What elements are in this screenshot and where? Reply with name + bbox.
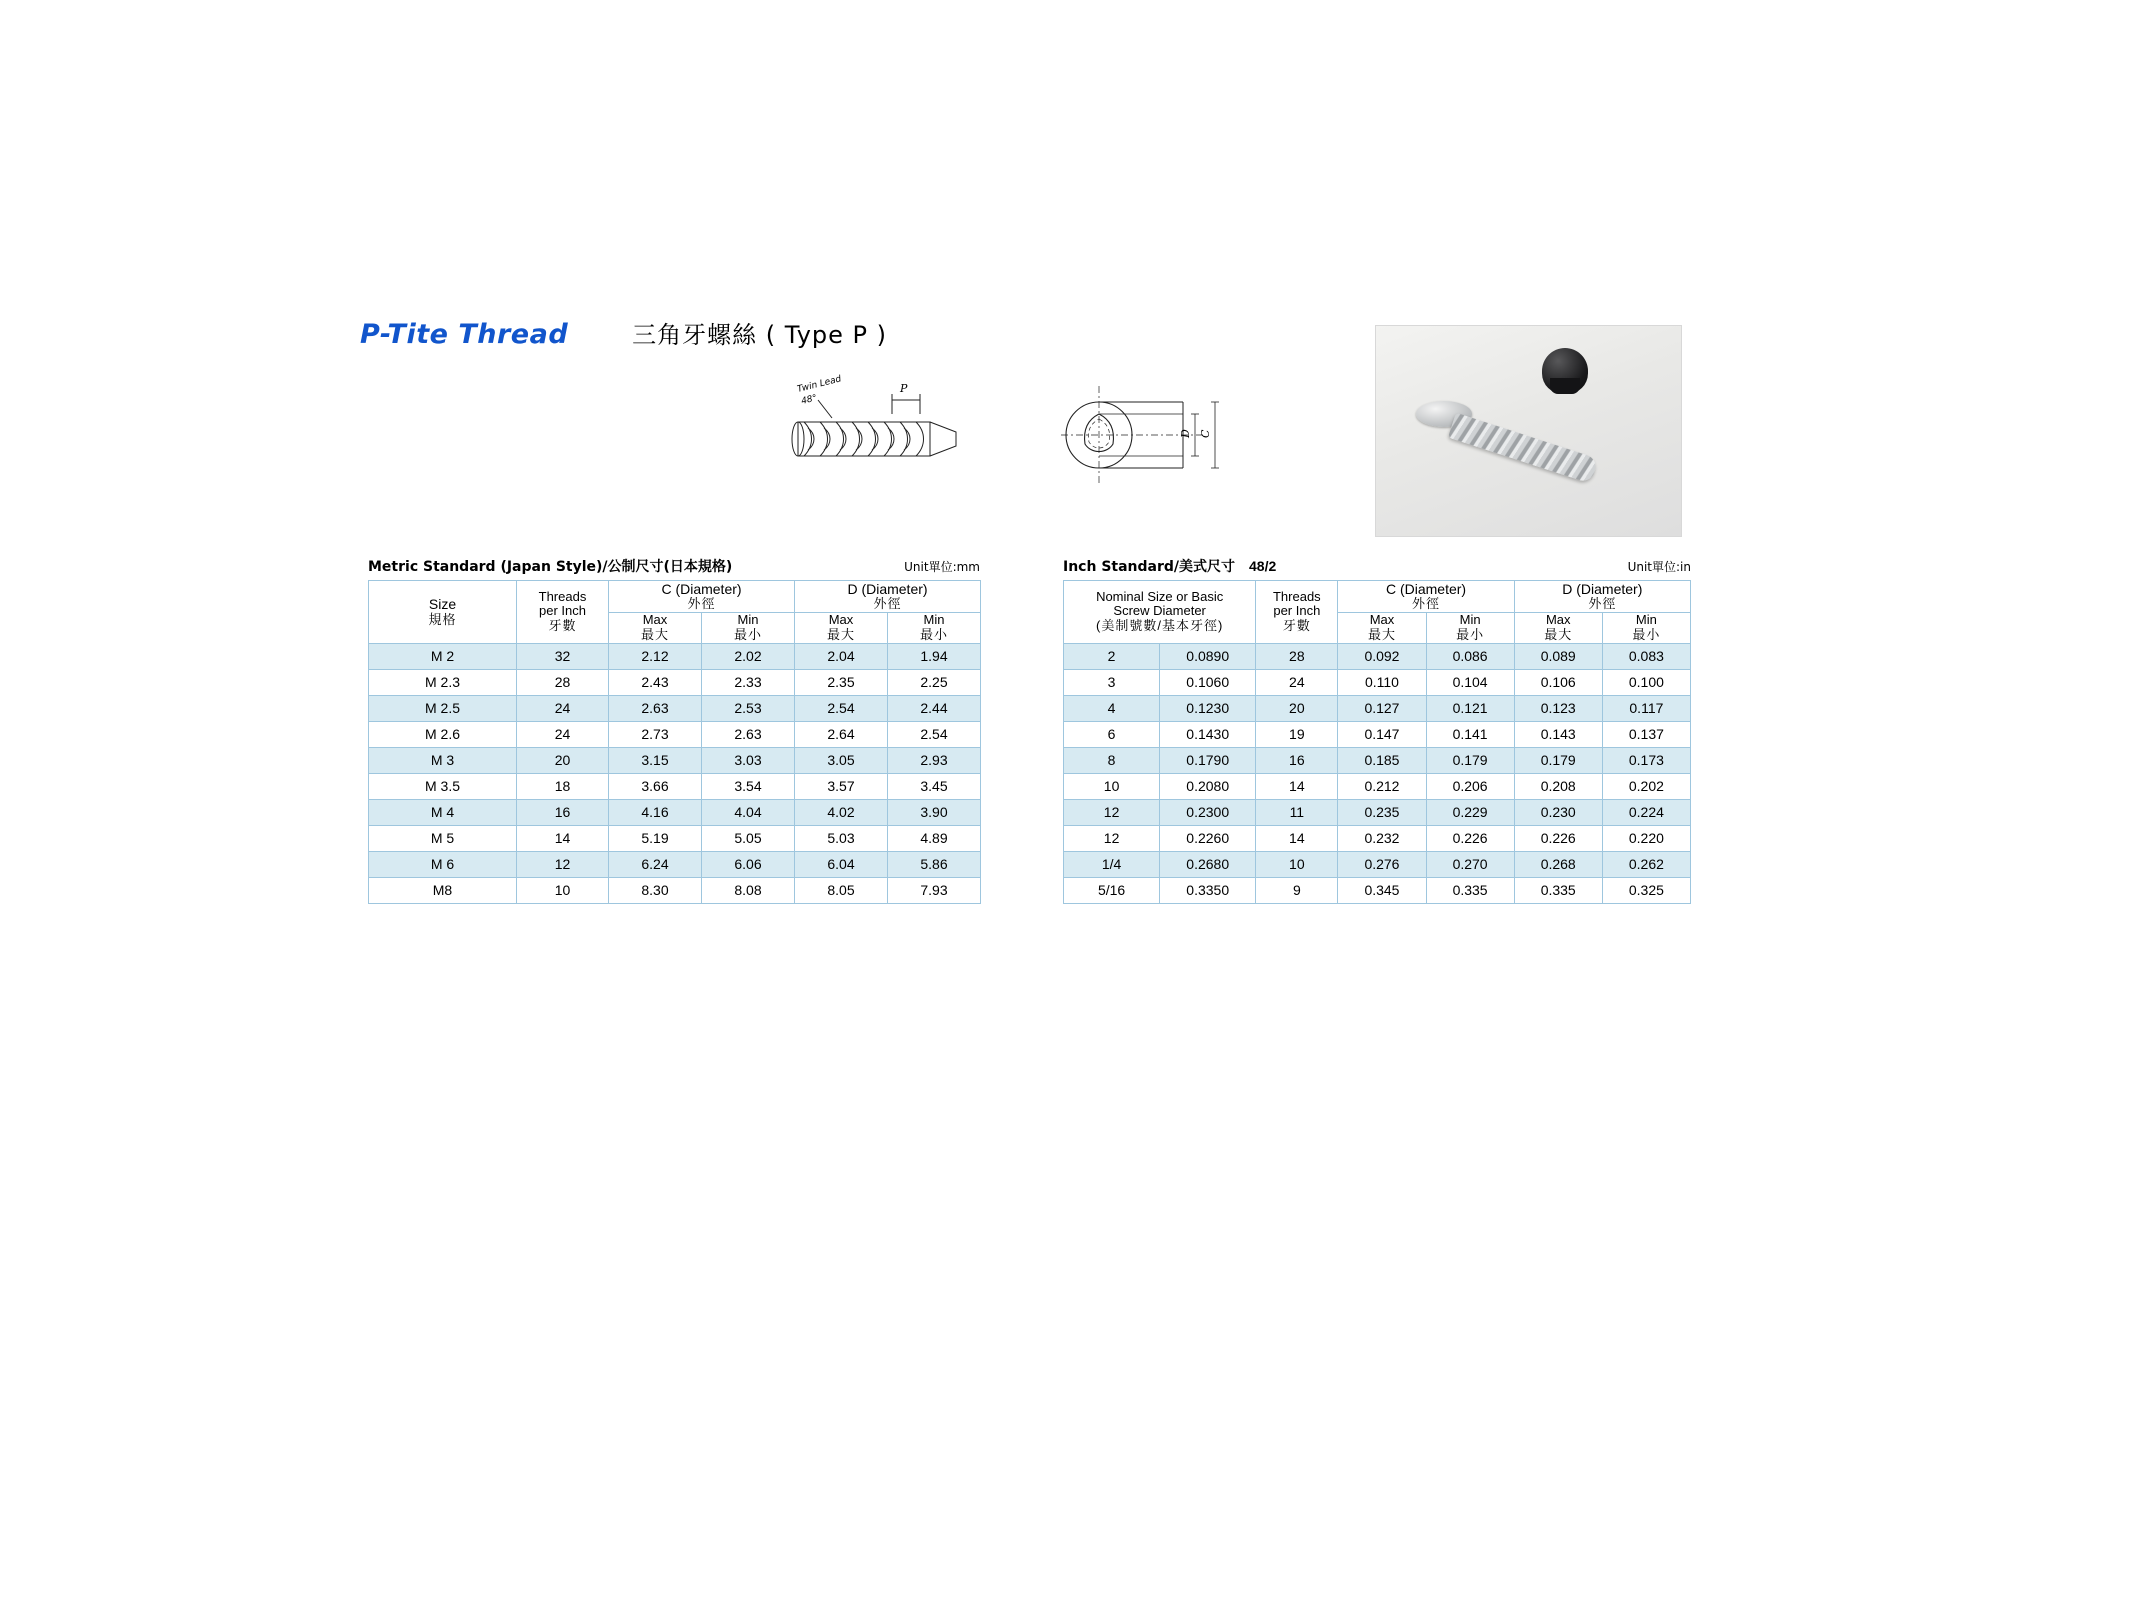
cell-threads-per-inch: 16 [1256, 747, 1338, 773]
cell-c-max: 0.212 [1338, 773, 1426, 799]
cell-size: M 3.5 [369, 773, 517, 799]
cell-nominal-size: 12 [1064, 825, 1160, 851]
header-d-max: Max 最大 [1514, 613, 1602, 644]
table-row [369, 799, 981, 825]
cell-nominal-size: 5/16 [1064, 877, 1160, 903]
cell-threads-per-inch: 16 [517, 799, 609, 825]
cell-basic-diameter: 0.2680 [1160, 851, 1256, 877]
cell-c-min: 3.54 [702, 773, 795, 799]
header-nominal-size: Nominal Size or Basic Screw Diameter (美制號數/基本牙徑) [1064, 581, 1256, 644]
cell-threads-per-inch: 28 [1256, 643, 1338, 669]
cell-size: M 2.6 [369, 721, 517, 747]
metric-standard-block [368, 556, 980, 904]
photo-screw-shank [1448, 413, 1599, 484]
thread-profile-diagram [780, 370, 1010, 485]
cell-size: M 2.5 [369, 695, 517, 721]
cell-threads-per-inch: 10 [1256, 851, 1338, 877]
header-d-diameter: D (Diameter) 外徑 [795, 581, 981, 613]
cell-c-min: 0.226 [1426, 825, 1514, 851]
cell-d-max: 4.02 [795, 799, 888, 825]
cell-d-min: 7.93 [888, 877, 981, 903]
cell-d-min: 0.325 [1602, 877, 1690, 903]
table-row [369, 721, 981, 747]
cell-nominal-size: 1/4 [1064, 851, 1160, 877]
cell-c-max: 4.16 [609, 799, 702, 825]
cell-basic-diameter: 0.1230 [1160, 695, 1256, 721]
cell-d-max: 0.106 [1514, 669, 1602, 695]
cell-c-min: 2.33 [702, 669, 795, 695]
cell-d-min: 0.117 [1602, 695, 1690, 721]
header-threads-per-inch: Threads per Inch 牙數 [517, 581, 609, 644]
cell-d-min: 0.137 [1602, 721, 1690, 747]
cell-d-min: 0.220 [1602, 825, 1690, 851]
cell-c-max: 2.43 [609, 669, 702, 695]
metric-table-body [369, 643, 981, 903]
metric-standard-table [368, 580, 981, 904]
cell-d-max: 0.230 [1514, 799, 1602, 825]
cell-d-max: 6.04 [795, 851, 888, 877]
cell-threads-per-inch: 32 [517, 643, 609, 669]
cell-threads-per-inch: 14 [517, 825, 609, 851]
table-row [1064, 799, 1691, 825]
cell-d-max: 0.143 [1514, 721, 1602, 747]
cell-size: M 5 [369, 825, 517, 851]
cell-c-min: 0.229 [1426, 799, 1514, 825]
cell-d-max: 2.64 [795, 721, 888, 747]
table-row [369, 825, 981, 851]
cell-c-min: 0.086 [1426, 643, 1514, 669]
cell-c-max: 2.73 [609, 721, 702, 747]
table-row [1064, 747, 1691, 773]
cell-threads-per-inch: 28 [517, 669, 609, 695]
cell-d-max: 0.123 [1514, 695, 1602, 721]
inch-caption-text: Inch Standard/美式尺寸 [1063, 559, 1236, 575]
metric-caption-text: Metric Standard (Japan Style)/公制尺寸(日本規格) [368, 559, 733, 575]
cell-c-min: 5.05 [702, 825, 795, 851]
header-d-max: Max 最大 [795, 613, 888, 644]
header-d-min: Min 最小 [1602, 613, 1690, 644]
header-c-max: Max 最大 [609, 613, 702, 644]
cell-d-min: 4.89 [888, 825, 981, 851]
cell-threads-per-inch: 11 [1256, 799, 1338, 825]
cell-basic-diameter: 0.2080 [1160, 773, 1256, 799]
cell-threads-per-inch: 14 [1256, 773, 1338, 799]
cell-threads-per-inch: 9 [1256, 877, 1338, 903]
label-twin-lead: Twin Lead [796, 374, 843, 395]
cell-d-max: 3.05 [795, 747, 888, 773]
cell-c-max: 0.345 [1338, 877, 1426, 903]
cell-basic-diameter: 0.1430 [1160, 721, 1256, 747]
cell-d-min: 2.44 [888, 695, 981, 721]
cell-c-max: 0.276 [1338, 851, 1426, 877]
cell-d-min: 0.173 [1602, 747, 1690, 773]
table-row [1064, 643, 1691, 669]
cell-c-max: 2.12 [609, 643, 702, 669]
inch-standard-table [1063, 580, 1691, 904]
cell-d-min: 0.224 [1602, 799, 1690, 825]
cell-d-max: 0.335 [1514, 877, 1602, 903]
cell-c-max: 3.66 [609, 773, 702, 799]
cell-threads-per-inch: 24 [517, 695, 609, 721]
cell-c-max: 0.127 [1338, 695, 1426, 721]
inch-unit-label: Unit單位:in [1627, 560, 1691, 574]
cell-d-min: 1.94 [888, 643, 981, 669]
cell-d-max: 2.54 [795, 695, 888, 721]
cell-d-min: 3.45 [888, 773, 981, 799]
cell-threads-per-inch: 10 [517, 877, 609, 903]
inch-caption-code: 48/2 [1249, 558, 1277, 574]
cell-nominal-size: 3 [1064, 669, 1160, 695]
cell-d-max: 0.179 [1514, 747, 1602, 773]
table-row [1064, 773, 1691, 799]
cell-size: M 3 [369, 747, 517, 773]
cell-c-max: 6.24 [609, 851, 702, 877]
inch-table-body [1064, 643, 1691, 903]
cell-c-min: 4.04 [702, 799, 795, 825]
cell-basic-diameter: 0.2300 [1160, 799, 1256, 825]
page-header [360, 315, 887, 350]
cell-c-max: 5.19 [609, 825, 702, 851]
cell-c-min: 6.06 [702, 851, 795, 877]
cell-nominal-size: 12 [1064, 799, 1160, 825]
cross-section-diagram [1055, 380, 1245, 490]
header-size: Size 規格 [369, 581, 517, 644]
header-c-diameter: C (Diameter) 外徑 [1338, 581, 1514, 613]
table-row [369, 747, 981, 773]
table-row [369, 695, 981, 721]
cell-d-max: 0.089 [1514, 643, 1602, 669]
cell-d-min: 3.90 [888, 799, 981, 825]
inch-table-caption [1063, 556, 1691, 576]
label-pitch: P [900, 382, 908, 395]
cell-c-max: 2.63 [609, 695, 702, 721]
table-row [1064, 851, 1691, 877]
cell-c-min: 0.206 [1426, 773, 1514, 799]
label-d-dimension: D [1179, 429, 1192, 438]
cell-threads-per-inch: 14 [1256, 825, 1338, 851]
cell-nominal-size: 4 [1064, 695, 1160, 721]
cell-c-min: 0.179 [1426, 747, 1514, 773]
cell-c-min: 2.02 [702, 643, 795, 669]
cell-c-max: 8.30 [609, 877, 702, 903]
table-header-row [369, 581, 981, 613]
cell-d-max: 3.57 [795, 773, 888, 799]
cell-d-min: 0.262 [1602, 851, 1690, 877]
table-row [1064, 695, 1691, 721]
cell-d-max: 2.04 [795, 643, 888, 669]
photo-black-screw [1542, 348, 1588, 394]
cell-threads-per-inch: 20 [1256, 695, 1338, 721]
cell-size: M8 [369, 877, 517, 903]
label-thread-angle: 48° [800, 393, 819, 407]
cell-d-min: 2.93 [888, 747, 981, 773]
cell-nominal-size: 8 [1064, 747, 1160, 773]
table-header-row [1064, 581, 1691, 613]
cell-c-min: 0.335 [1426, 877, 1514, 903]
cell-c-min: 0.121 [1426, 695, 1514, 721]
cell-d-min: 0.202 [1602, 773, 1690, 799]
cell-d-max: 0.208 [1514, 773, 1602, 799]
page-subtitle: 三角牙螺絲 ( Type P ) [632, 321, 887, 349]
cell-d-max: 0.226 [1514, 825, 1602, 851]
cell-threads-per-inch: 18 [517, 773, 609, 799]
header-d-min: Min 最小 [888, 613, 981, 644]
cell-threads-per-inch: 24 [517, 721, 609, 747]
metric-unit-label: Unit單位:mm [904, 560, 980, 574]
cell-c-max: 0.185 [1338, 747, 1426, 773]
cell-threads-per-inch: 19 [1256, 721, 1338, 747]
cell-c-max: 3.15 [609, 747, 702, 773]
cross-section-svg [1055, 380, 1245, 490]
cell-basic-diameter: 0.3350 [1160, 877, 1256, 903]
cell-c-min: 2.53 [702, 695, 795, 721]
brand-title: P-Tite Thread [360, 319, 569, 350]
cell-d-max: 8.05 [795, 877, 888, 903]
cell-basic-diameter: 0.1790 [1160, 747, 1256, 773]
cell-c-min: 0.141 [1426, 721, 1514, 747]
table-row [369, 669, 981, 695]
cell-size: M 4 [369, 799, 517, 825]
cell-d-max: 2.35 [795, 669, 888, 695]
table-row [1064, 877, 1691, 903]
cell-d-min: 5.86 [888, 851, 981, 877]
cell-size: M 2 [369, 643, 517, 669]
cell-d-max: 0.268 [1514, 851, 1602, 877]
cell-nominal-size: 2 [1064, 643, 1160, 669]
table-row [369, 643, 981, 669]
cell-threads-per-inch: 20 [517, 747, 609, 773]
cell-basic-diameter: 0.0890 [1160, 643, 1256, 669]
cell-c-max: 0.147 [1338, 721, 1426, 747]
cell-d-min: 2.25 [888, 669, 981, 695]
cell-c-min: 0.270 [1426, 851, 1514, 877]
product-photo [1375, 325, 1682, 537]
cell-size: M 2.3 [369, 669, 517, 695]
table-row [1064, 825, 1691, 851]
header-c-max: Max 最大 [1338, 613, 1426, 644]
cell-basic-diameter: 0.1060 [1160, 669, 1256, 695]
label-c-dimension: C [1199, 429, 1212, 438]
table-row [1064, 669, 1691, 695]
cell-c-max: 0.092 [1338, 643, 1426, 669]
cell-c-min: 3.03 [702, 747, 795, 773]
cell-threads-per-inch: 12 [517, 851, 609, 877]
table-row [1064, 721, 1691, 747]
cell-c-max: 0.110 [1338, 669, 1426, 695]
header-threads-per-inch: Threads per Inch 牙數 [1256, 581, 1338, 644]
metric-table-caption [368, 556, 980, 576]
header-c-min: Min 最小 [1426, 613, 1514, 644]
header-d-diameter: D (Diameter) 外徑 [1514, 581, 1690, 613]
table-row [369, 877, 981, 903]
table-row [369, 773, 981, 799]
cell-size: M 6 [369, 851, 517, 877]
table-row [369, 851, 981, 877]
cell-d-min: 0.100 [1602, 669, 1690, 695]
cell-c-max: 0.235 [1338, 799, 1426, 825]
cell-threads-per-inch: 24 [1256, 669, 1338, 695]
cell-nominal-size: 10 [1064, 773, 1160, 799]
cell-c-min: 8.08 [702, 877, 795, 903]
cell-c-min: 2.63 [702, 721, 795, 747]
header-c-min: Min 最小 [702, 613, 795, 644]
cell-basic-diameter: 0.2260 [1160, 825, 1256, 851]
cell-d-min: 2.54 [888, 721, 981, 747]
cell-c-min: 0.104 [1426, 669, 1514, 695]
cell-d-max: 5.03 [795, 825, 888, 851]
header-c-diameter: C (Diameter) 外徑 [609, 581, 795, 613]
cell-c-max: 0.232 [1338, 825, 1426, 851]
inch-standard-block [1063, 556, 1691, 904]
cell-nominal-size: 6 [1064, 721, 1160, 747]
thread-profile-svg [780, 370, 1010, 485]
cell-d-min: 0.083 [1602, 643, 1690, 669]
